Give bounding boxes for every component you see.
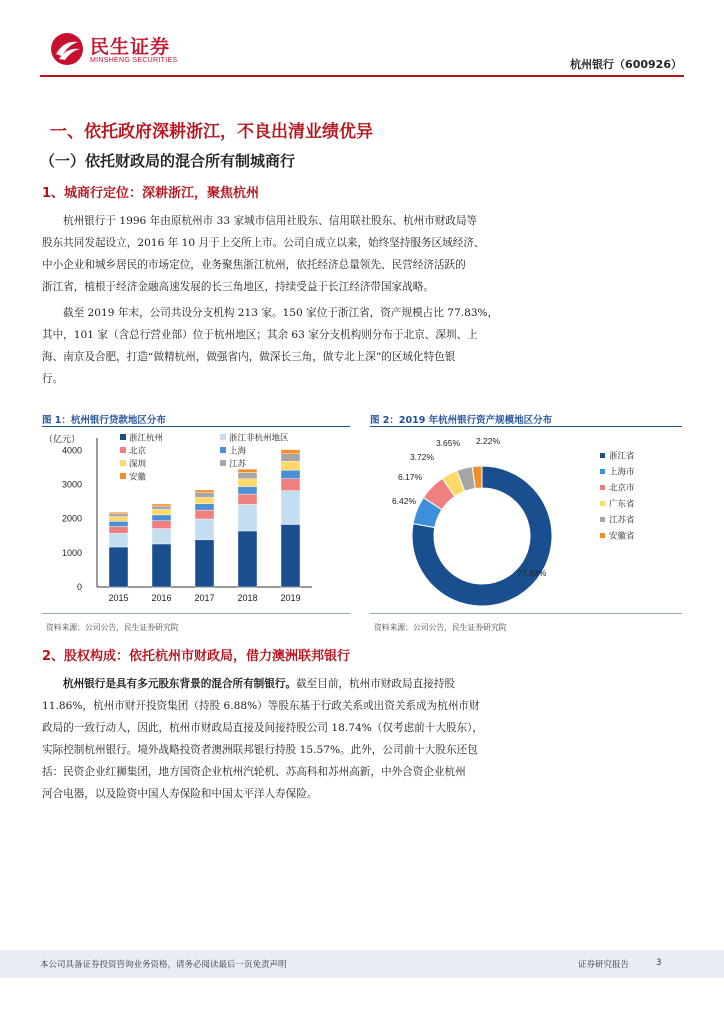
slice-value-label: 3.72% (409, 452, 435, 462)
para-line: 截至 2019 年末，公司共设分支机构 213 家。150 家位于浙江省，资产规模占比 77.83%， (63, 307, 499, 319)
brand-logo (50, 30, 200, 70)
figure-2-bottom-rule (370, 613, 682, 614)
paragraph-shareholders (42, 673, 682, 805)
bar-segment (152, 521, 171, 529)
figure-1-title: 图 1：杭州银行贷款地区分布 (42, 415, 166, 426)
para-line: 11.86%，杭州市财开投资集团（持股 6.88%）等股东基于行政关系或出资关系成为杭州市财 (42, 700, 480, 712)
bar-segment (152, 515, 171, 521)
legend-swatch (600, 533, 605, 538)
legend-swatch (120, 447, 126, 453)
figure-2-rule (370, 426, 682, 427)
slice-value-label: 2.22% (475, 436, 501, 446)
legend-label: 浙江杭州 (129, 433, 164, 444)
para-line: 股东共同发起设立，2016 年 10 月于上交所上市。公司自成立以来，始终坚持服务区域经济、 (42, 237, 485, 249)
bar-segment (238, 494, 257, 504)
bar-segment (281, 479, 300, 491)
bar-segment (281, 524, 300, 587)
legend-swatch (220, 447, 226, 453)
legend-label: 上海市 (609, 467, 635, 478)
footer-report-type: 证券研究报告 (578, 960, 630, 970)
bar-segment (238, 469, 257, 472)
bar-segment (238, 473, 257, 479)
slice-value-label: 77.83% (517, 568, 547, 578)
para-line: 海、南京及合肥，打造“做精杭州，做强省内，做深长三角，做专北上深”的区域化特色银 (42, 351, 456, 363)
bar-segment (109, 514, 128, 517)
bar-segment (152, 504, 171, 506)
bar-segment (109, 517, 128, 522)
para-line-rest: 截至目前，杭州市财政局直接持股 (296, 678, 455, 690)
paragraph-branches (42, 302, 682, 390)
legend-label: 广东省 (609, 499, 635, 510)
bar-segment (195, 497, 214, 503)
figure-1-rule (42, 426, 350, 427)
x-tick-label: 2016 (151, 593, 172, 603)
figure-2-title: 图 2：2019 年杭州银行资产规模地区分布 (370, 415, 553, 426)
legend-swatch (600, 501, 605, 506)
legend-label: 北京市 (609, 483, 635, 494)
footer-page-number: 3 (656, 958, 662, 968)
bar-segment (238, 487, 257, 495)
legend-swatch (220, 460, 226, 466)
para-line: 中小企业和城乡居民的市场定位，业务聚焦浙江杭州，依托经济总量领先、民营经济活跃的 (42, 259, 466, 271)
legend-swatch (120, 473, 126, 479)
para-line: 河合电器，以及险资中国人寿保险和中国太平洋人寿保险。 (42, 788, 318, 800)
legend-label: 上海 (229, 446, 247, 457)
legend-swatch (600, 517, 605, 522)
bar-segment (281, 491, 300, 525)
y-tick-label: 4000 (61, 445, 82, 456)
legend-swatch (120, 460, 126, 466)
bar-segment (281, 454, 300, 462)
y-axis-unit: （亿元） (44, 434, 81, 444)
bar-segment (109, 547, 128, 587)
bar-segment (109, 521, 128, 526)
y-tick-label: 2000 (61, 513, 82, 524)
bar-segment (195, 510, 214, 519)
legend-label: 江苏省 (609, 515, 635, 526)
figure-1-source: 资料来源：公司公告，民生证券研究院 (46, 623, 179, 632)
bar-segment (238, 504, 257, 531)
legend-label: 深圳 (129, 459, 147, 470)
bar-segment (195, 490, 214, 493)
bar-segment (281, 461, 300, 470)
para-line: 实际控制杭州银行。境外战略投资者澳洲联邦银行持股 15.57%。此外，公司前十大股东还包 (42, 744, 478, 756)
legend-swatch (120, 434, 126, 440)
bar-segment (238, 531, 257, 587)
para-line: 其中，101 家（含总行营业部）位于杭州地区；其余 63 家分支机构则分布于北京、深圳、上 (42, 329, 478, 341)
slice-value-label: 6.42% (391, 496, 417, 506)
legend-swatch (600, 469, 605, 474)
subsection-title: （一）依托财政局的混合所有制城商行 (40, 152, 296, 170)
asset-region-donut-chart (370, 428, 682, 610)
bar-segment (195, 504, 214, 510)
bar-segment (152, 509, 171, 514)
y-tick-label: 0 (76, 582, 82, 592)
bar-segment (195, 493, 214, 498)
bar-segment (238, 479, 257, 487)
brand-name-en: MINSHENG SECURITIES (90, 57, 178, 64)
figure-1-bottom-rule (42, 613, 350, 614)
legend-label: 浙江省 (609, 451, 635, 462)
para-line (42, 673, 682, 695)
bar-segment (195, 540, 214, 587)
company-code: 杭州银行（600926） (570, 58, 682, 71)
y-tick-label: 1000 (61, 547, 82, 558)
x-tick-label: 2018 (237, 593, 258, 603)
para-line: 浙江省，植根于经济金融高速发展的长三角地区，持续受益于长江经济带国家战略。 (42, 281, 434, 293)
para-line: 政局的一致行动人，因此，杭州市财政局直接及间接持股公司 18.74%（仅考虑前十大股东）， (42, 722, 484, 734)
section-title: 一、依托政府深耕浙江，不良出清业绩优异 (50, 122, 373, 142)
para-line: 括：民资企业红狮集团，地方国资企业杭州汽轮机、苏高科和苏州高新，中外合资企业杭州 (42, 766, 466, 778)
legend-label: 安徽 (129, 472, 147, 483)
bar-segment (195, 519, 214, 540)
x-tick-label: 2019 (280, 593, 301, 603)
legend-swatch (220, 434, 226, 440)
para-line: 行。 (42, 373, 64, 385)
legend-swatch (600, 485, 605, 490)
header-rule (40, 75, 684, 77)
bar-segment (152, 529, 171, 544)
subsection-1-heading: 1、城商行定位：深耕浙江，聚焦杭州 (42, 186, 260, 201)
legend-label: 安徽省 (609, 531, 635, 542)
loan-region-bar-chart (42, 428, 352, 610)
bar-segment (152, 506, 171, 509)
paragraph-positioning (42, 210, 682, 298)
minsheng-logo-icon (50, 32, 84, 66)
brand-name-cn: 民生证券 (90, 36, 171, 58)
legend-label: 北京 (129, 446, 147, 457)
x-tick-label: 2015 (108, 593, 129, 603)
footer-disclaimer: 本公司具备证券投资咨询业务资格，请务必阅读最后一页免责声明 (40, 960, 287, 970)
bar-segment (281, 450, 300, 454)
figure-2-source: 资料来源：公司公告，民生证券研究院 (374, 623, 507, 632)
x-tick-label: 2017 (194, 593, 215, 603)
legend-swatch (600, 453, 605, 458)
para-bold-lead: 杭州银行是具有多元股东背景的混合所有制银行。 (63, 678, 297, 690)
slice-value-label: 6.17% (397, 472, 423, 482)
bar-segment (109, 533, 128, 547)
subsection-2-heading: 2、股权构成：依托杭州市财政局，借力澳洲联邦银行 (42, 649, 351, 664)
para-line: 杭州银行于 1996 年由原杭州市 33 家城市信用社股东、信用联社股东、杭州市财政局等 (63, 215, 478, 227)
bar-segment (109, 512, 128, 514)
legend-label: 江苏 (229, 459, 247, 470)
slice-value-label: 3.65% (435, 438, 461, 448)
bar-segment (109, 527, 128, 534)
bar-segment (152, 544, 171, 587)
legend-label: 浙江非杭州地区 (229, 433, 289, 444)
y-tick-label: 3000 (61, 479, 82, 490)
bar-segment (281, 470, 300, 479)
